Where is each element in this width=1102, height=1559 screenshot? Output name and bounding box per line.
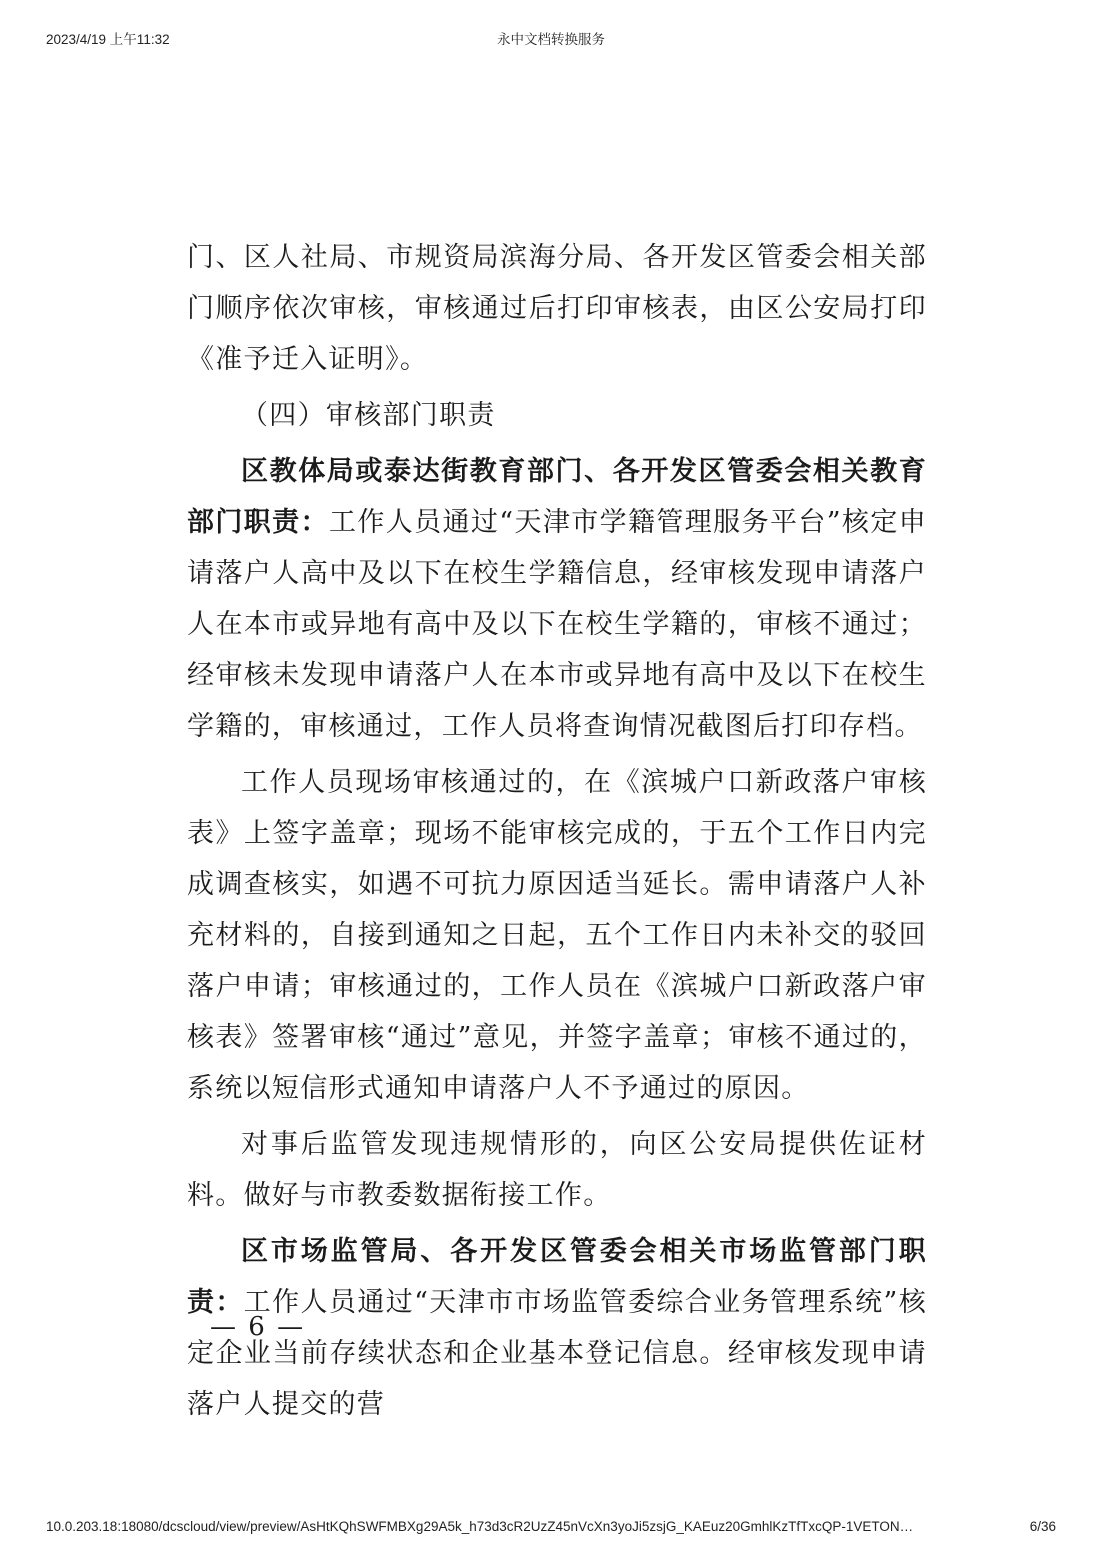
paragraph-education-duties xyxy=(187,446,927,752)
section-heading: （四）审核部门职责 xyxy=(241,400,496,431)
print-page-count: 6/36 xyxy=(1029,1519,1056,1534)
document-body xyxy=(187,232,927,1430)
paragraph-lead-education: 区教体局或泰达街教育部门、各开发区管委会相关教育部门职责： xyxy=(187,456,927,538)
paragraph-supervision: 对事后监管发现违规情形的，向区公安局提供佐证材料。做好与市教委数据衔接工作。 xyxy=(187,1129,927,1211)
print-footer xyxy=(0,1519,1102,1539)
print-title: 永中文档转换服务 xyxy=(497,32,605,47)
paragraph-continuation: 门、区人社局、市规资局滨海分局、各开发区管委会相关部门顺序依次审核，审核通过后打印审核表，由区公安局打印《准予迁入证明》。 xyxy=(187,242,927,375)
print-datetime: 2023/4/19 上午11:32 xyxy=(46,32,170,47)
paragraph-text-market: 工作人员通过“天津市市场监管委综合业务管理系统”核定企业当前存续状态和企业基本登记信息。经审核发现申请落户人提交的营 xyxy=(187,1287,927,1420)
paragraph-onsite-review: 工作人员现场审核通过的，在《滨城户口新政落户审核表》上签字盖章；现场不能审核完成的，于五个工作日内完成调查核实，如遇不可抗力原因适当延长。需申请落户人补充材料的，自接到通知之日起，五个工作日内未补交的驳回落户申请；审核通过的，工作人员在《滨城户口新政落户审核表》签署审核“通过”意见，并签字盖章；审核不通过的，系统以短信形式通知申请落户人不予通过的原因。 xyxy=(187,767,927,1104)
paragraph-text-education: 工作人员通过“天津市学籍管理服务平台”核定申请落户人高中及以下在校生学籍信息，经审核发现申请落户人在本市或异地有高中及以下在校生学籍的，审核不通过；经审核未发现申请落户人在本市或异地有高中及以下在校生学籍的，审核通过，工作人员将查询情况截图后打印存档。 xyxy=(187,507,928,742)
page-number: — 6 — xyxy=(210,1312,306,1342)
print-url: 10.0.203.18:18080/dcscloud/view/preview/AsHtKQhSWFMBXg29A5k_h73d3cR2UzZ45nVcXn3yoJi5zsjG_KAEuz20GmhlKzTfTxcQP-1VETON… xyxy=(46,1519,914,1534)
print-header xyxy=(0,28,1102,50)
paragraph-lead-market: 区市场监管局、各开发区管委会相关市场监管部门职责： xyxy=(187,1236,927,1318)
